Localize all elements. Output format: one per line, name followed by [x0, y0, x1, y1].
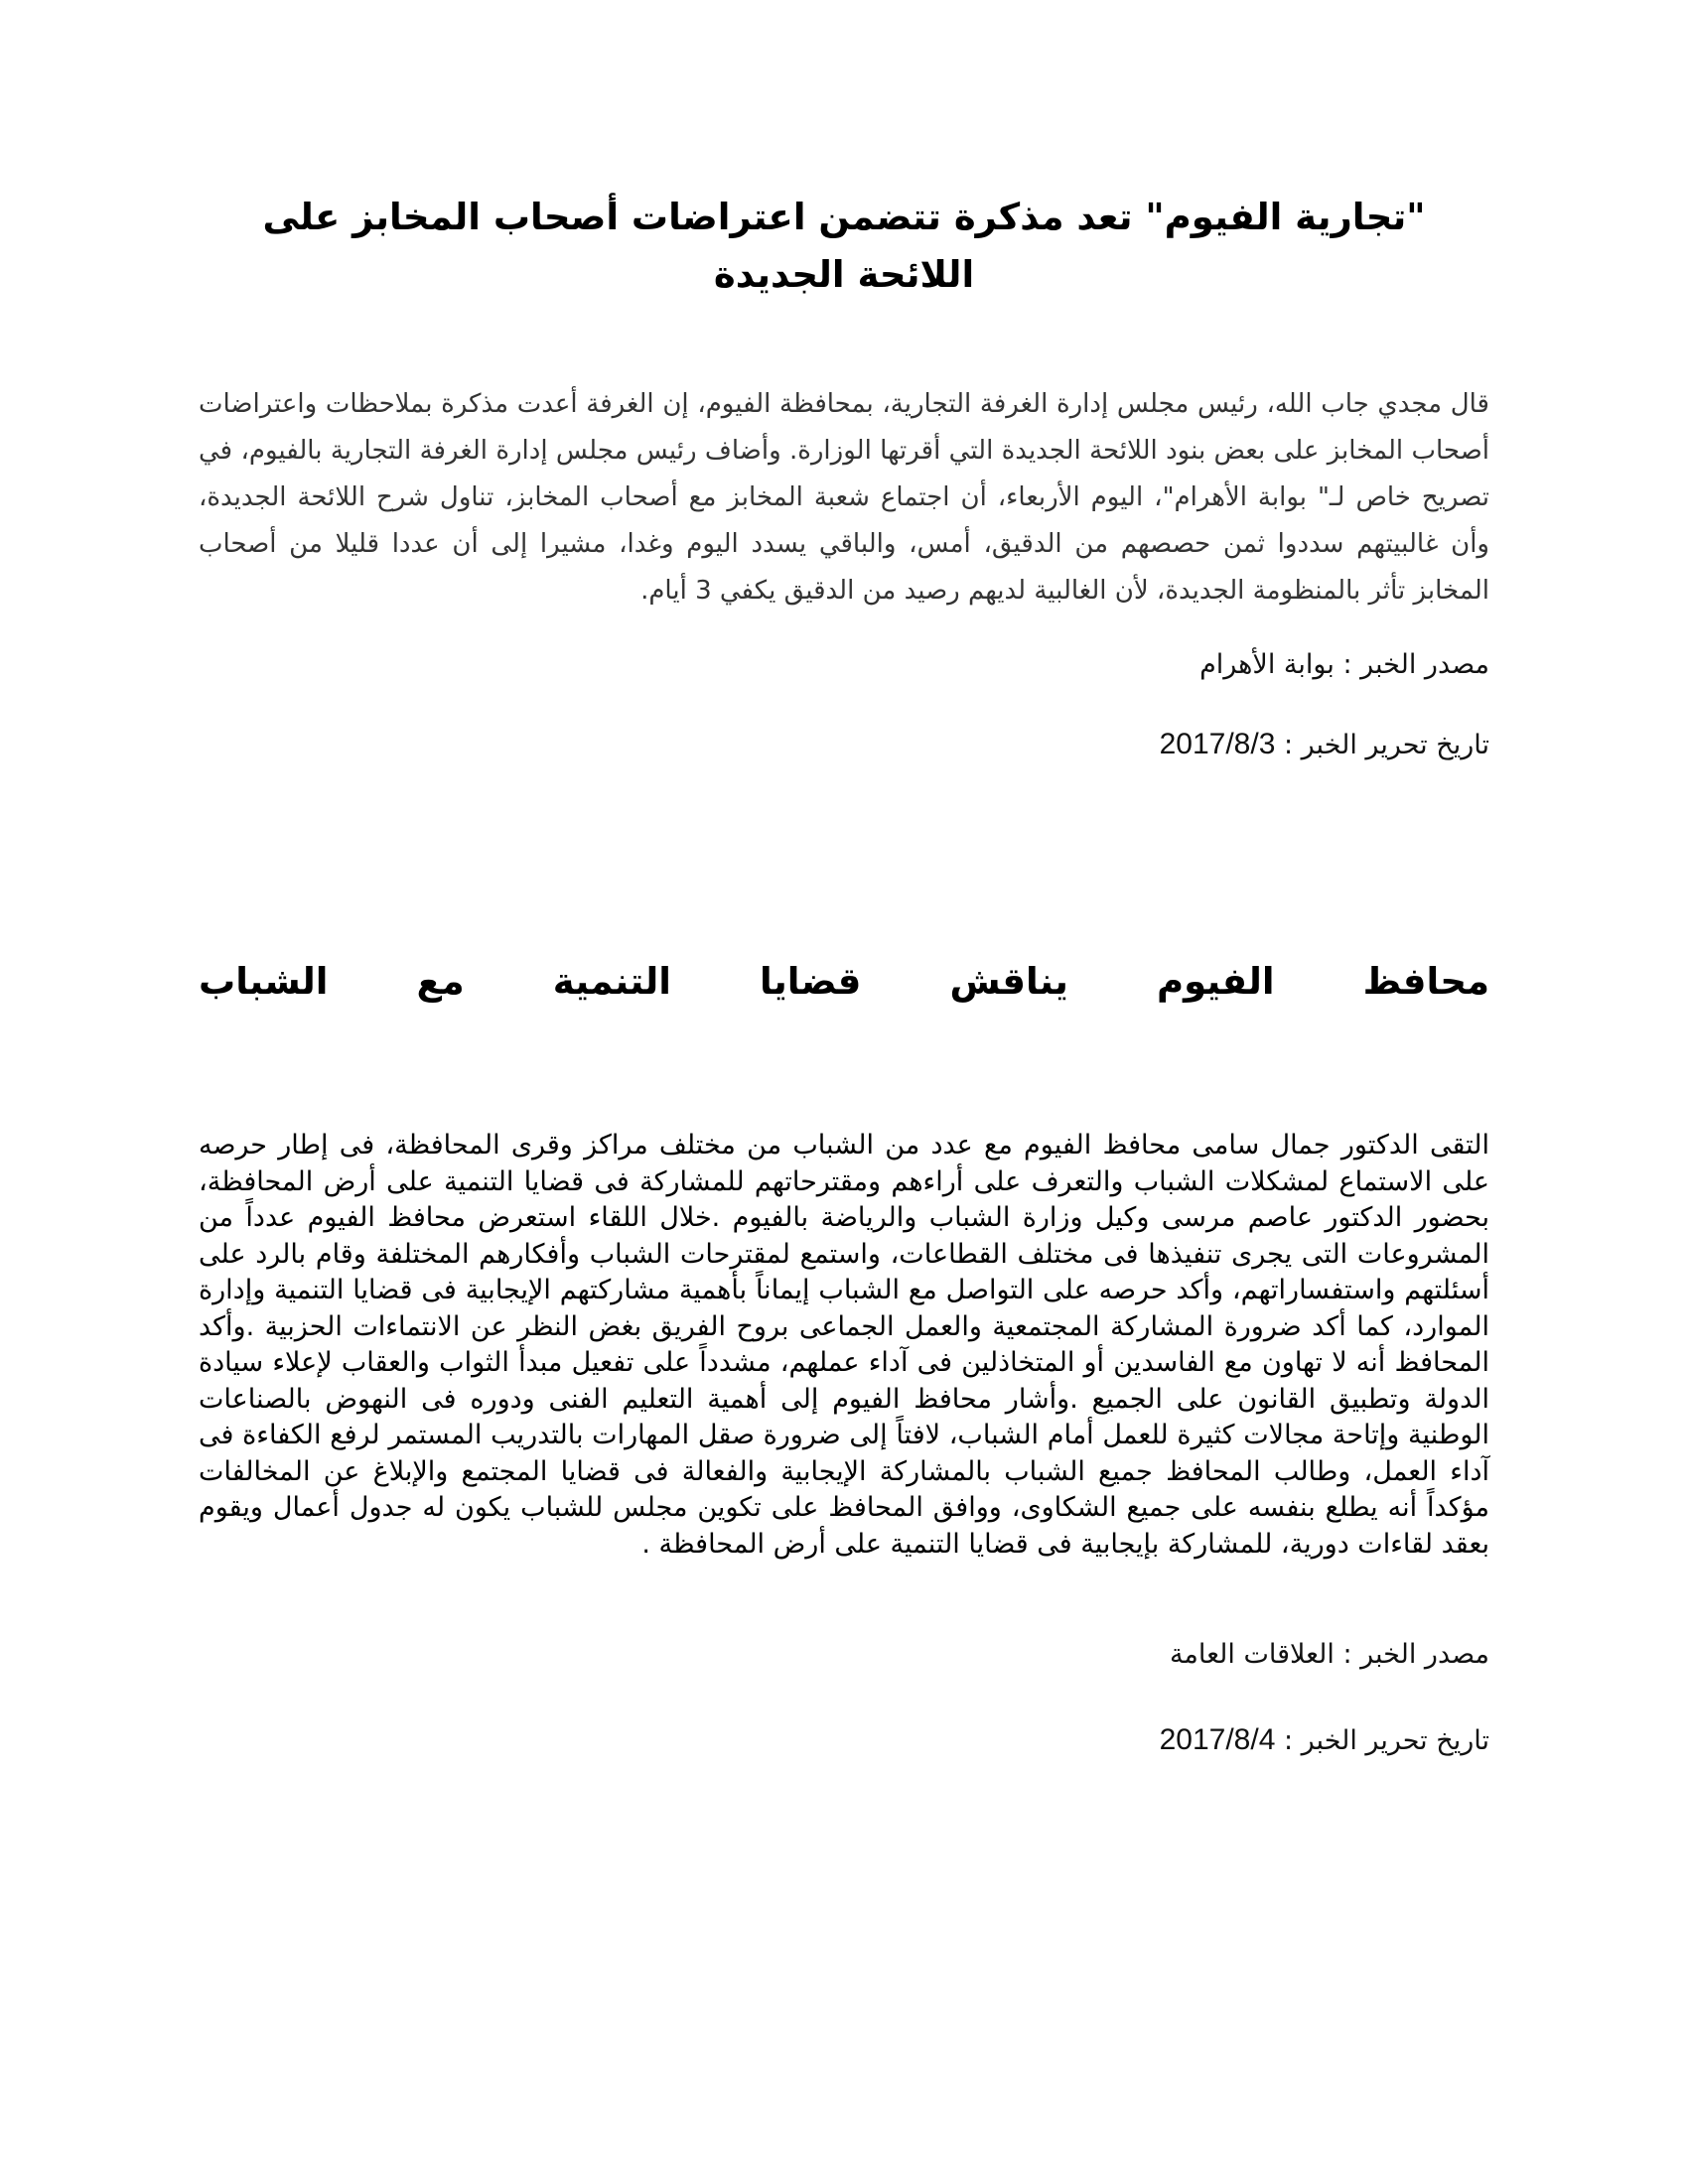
- article-2-headline-word: مع: [416, 960, 465, 1003]
- article-1-date: 2017/8/3: [1159, 728, 1276, 760]
- article-1-date-label: تاريخ تحرير الخبر :: [1275, 730, 1489, 760]
- article-2-headline-word: التنمية: [552, 960, 671, 1003]
- article-2-date-line: [199, 1723, 1489, 1758]
- article-1-date-line: [199, 728, 1489, 762]
- news-article-2: [199, 953, 1489, 1758]
- article-1-source-line: [199, 648, 1489, 682]
- article-2-headline: [199, 953, 1489, 1011]
- article-2-source-label: مصدر الخبر :: [1334, 1639, 1489, 1670]
- article-1-body: قال مجدي جاب الله، رئيس مجلس إدارة الغرفة التجارية، بمحافظة الفيوم، إن الغرفة أعدت مذكرة بملاحظات واعتراضات أصحاب المخابز على بعض بنود اللائحة الجديدة التي أقرتها الوزارة. وأضاف رئيس مجلس إدارة الغرفة التجارية بالفيوم، في تصريح خاص لـ" بوابة الأهرام"، اليوم الأربعاء، أن اجتماع شعبة المخابز مع أصحاب المخابز، تناول شرح اللائحة الجديدة، وأن غالبيتهم سددوا ثمن حصصهم من الدقيق، أمس، والباقي يسدد اليوم وغدا، مشيرا إلى أن عددا قليلا من أصحاب المخابز تأثر بالمنظومة الجديدة، لأن الغالبية لديهم رصيد من الدقيق يكفي 3 أيام.: [199, 389, 1489, 606]
- article-2-headline-word: قضايا: [760, 960, 862, 1003]
- article-1-source: بوابة الأهرام: [1199, 649, 1335, 680]
- article-2-date: 2017/8/4: [1159, 1723, 1276, 1756]
- article-2-source-line: [199, 1638, 1489, 1672]
- news-article-1: [199, 189, 1489, 762]
- article-2-source: العلاقات العامة: [1169, 1639, 1335, 1670]
- article-2-body: التقى الدكتور جمال سامى محافظ الفيوم مع عدد من الشباب من مختلف مراكز وقرى المحافظة، فى إطار حرصه على الاستماع لمشكلات الشباب والتعرف على أراءهم ومقترحاتهم للمشاركة فى قضايا التنمية على أرض المحافظة، بحضور الدكتور عاصم مرسى وكيل وزارة الشباب والرياضة بالفيوم .خلال اللقاء استعرض محافظ الفيوم عدداً من المشروعات التى يجرى تنفيذها فى مختلف القطاعات، واستمع لمقترحات الشباب وأفكارهم المختلفة وقام بالرد على أسئلتهم واستفساراتهم، وأكد حرصه على التواصل مع الشباب إيماناً بأهمية مشاركتهم الإيجابية فى قضايا التنمية وإدارة الموارد، كما أكد ضرورة المشاركة المجتمعية والعمل الجماعى بروح الفريق بغض النظر عن الانتماءات الحزبية .وأكد المحافظ أنه لا تهاون مع الفاسدين أو المتخاذلين فى آداء عملهم، مشدداً على تفعيل مبدأ الثواب والعقاب لإعلاء سيادة الدولة وتطبيق القانون على الجميع .وأشار محافظ الفيوم إلى أهمية التعليم الفنى ودوره فى النهوض بالصناعات الوطنية وإتاحة مجالات كثيرة للعمل أمام الشباب، لافتاً إلى ضرورة صقل المهارات بالتدريب المستمر لرفع الكفاءة فى آداء العمل، وطالب المحافظ جميع الشباب بالمشاركة الإيجابية والفعالة فى قضايا المجتمع والإبلاغ عن المخالفات مؤكداً أنه يطلع بنفسه على جميع الشكاوى، ووافق المحافظ على تكوين مجلس للشباب يكون له جدول أعمال ويقوم بعقد لقاءات دورية، للمشاركة بإيجابية فى قضايا التنمية على أرض المحافظة .: [199, 1130, 1489, 1560]
- article-2-date-label: تاريخ تحرير الخبر :: [1275, 1725, 1489, 1756]
- article-2-headline-word: محافظ: [1362, 960, 1489, 1003]
- article-1-source-label: مصدر الخبر :: [1334, 649, 1489, 680]
- article-2-headline-word: الفيوم: [1156, 960, 1275, 1003]
- article-2-headline-word: الشباب: [199, 960, 329, 1003]
- article-1-headline: "تجارية الفيوم" تعد مذكرة تتضمن اعتراضات أصحاب المخابز على اللائحة الجديدة: [262, 196, 1426, 296]
- article-2-headline-word: يناقش: [949, 960, 1068, 1003]
